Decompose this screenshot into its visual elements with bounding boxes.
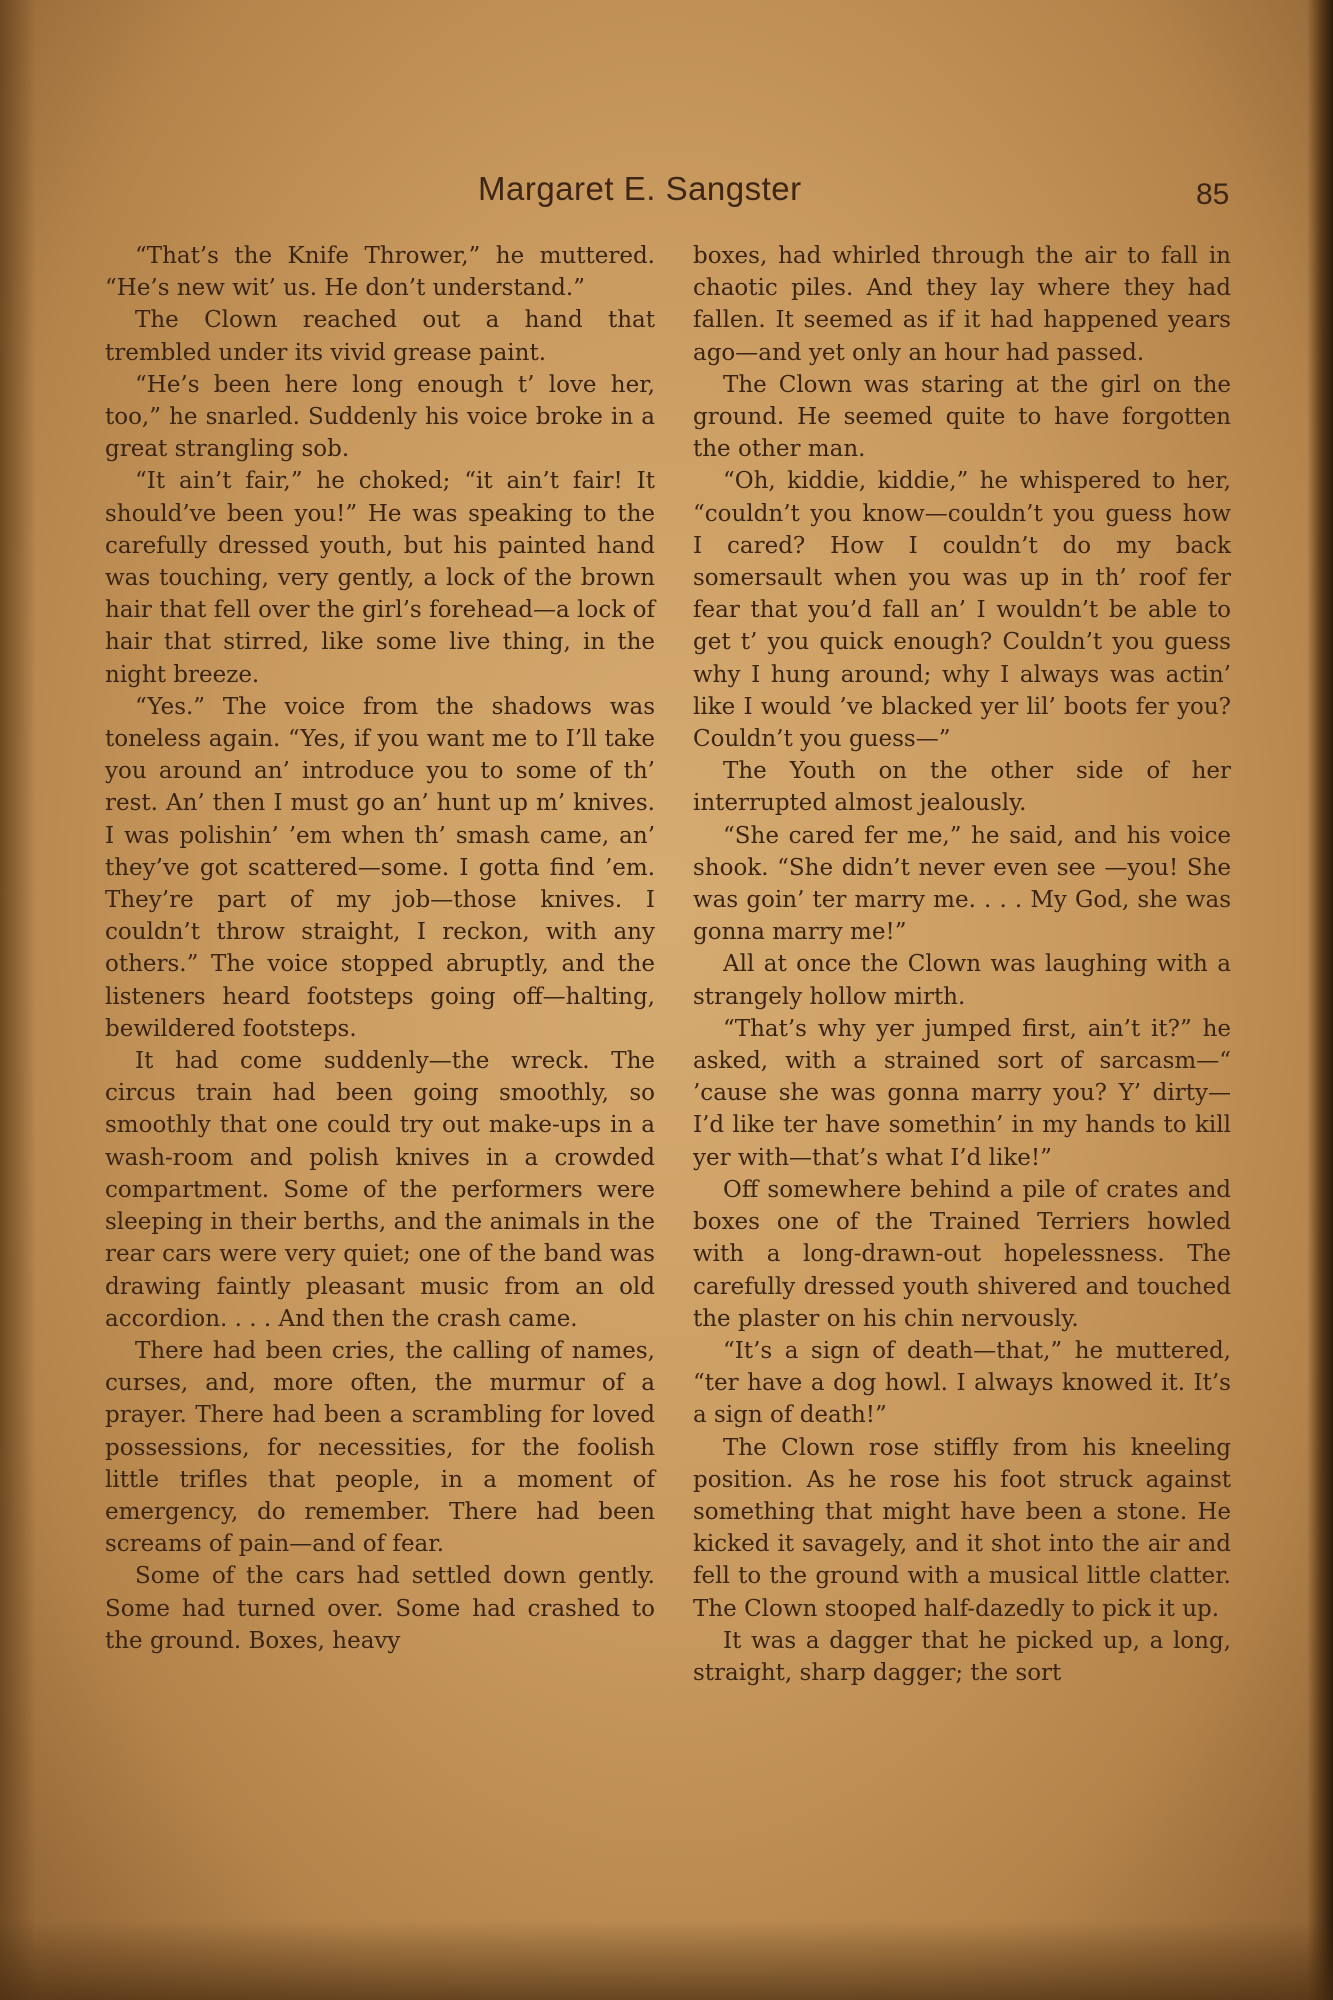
page-number: 85 (1196, 178, 1230, 211)
paragraph: Some of the cars had settled down gently. Some had turned over. Some had crashed to the ground. Boxes, heavy (105, 1563, 655, 1654)
running-header (0, 170, 1333, 220)
right-column (693, 240, 1231, 1689)
paragraph: “That’s the Knife Thrower,” he muttered. “He’s new wit’ us. He don’t understand.” (105, 243, 655, 302)
paragraph: All at once the Clown was laughing with a strangely hollow mirth. (693, 951, 1231, 1010)
left-column (105, 240, 655, 1657)
paragraph-continued: boxes, had whirled through the air to fall in chaotic piles. And they lay where they had fallen. It seemed as if it had happened years ago—and yet only an hour had passed. (693, 243, 1231, 366)
page-shadow-left (0, 0, 36, 2000)
paragraph: The Clown reached out a hand that trembled under its vivid grease paint. (105, 307, 655, 366)
paragraph: “It’s a sign of death—that,” he muttered, “ter have a dog howl. I always knowed it. It’s a sign of death!” (693, 1337, 1231, 1429)
paragraph: The Clown rose stiffly from his kneeling position. As he rose his foot struck against something that might have been a stone. He kicked it savagely, and it shot into the air and fell to the ground with a musical little clatter. The Clown stooped half-dazedly to pick it up. (693, 1434, 1231, 1622)
paragraph: “He’s been here long enough t’ love her, too,” he snarled. Suddenly his voice broke in a great strangling sob. (105, 371, 655, 463)
paragraph: It was a dagger that he picked up, a long, straight, sharp dagger; the sort (693, 1627, 1231, 1686)
paragraph: “Yes.” The voice from the shadows was toneless again. “Yes, if you want me to I’ll take you around an’ introduce you to some of th’ rest. An’ then I must go an’ hunt up m’ knives. I was polishin’ ’em when th’ smash came, an’ they’ve got scattered—some. I gotta find ’em. They’re part of my job—those knives. I couldn’t throw straight, I reckon, with any others.” The voice stopped abruptly, and the listeners heard footsteps going off—halting, bewildered footsteps. (105, 693, 655, 1042)
paragraph: “That’s why yer jumped first, ain’t it?” he asked, with a strained sort of sarcasm—“ ’cause she was gonna marry you? Y’ dirty— I’d like ter have somethin’ in my hands to kill yer with—that’s what I’d like!” (693, 1015, 1231, 1171)
paragraph: “It ain’t fair,” he choked; “it ain’t fair! It should’ve been you!” He was speaking to the carefully dressed youth, but his painted hand was touching, very gently, a lock of the brown hair that fell over the girl’s forehead—a lock of hair that stirred, like some live thing, in the night breeze. (105, 468, 655, 688)
paragraph: The Youth on the other side of her interrupted almost jealously. (693, 758, 1231, 817)
page-shadow-bottom (0, 1920, 1333, 2000)
paragraph: “Oh, kiddie, kiddie,” he whispered to her, “couldn’t you know—couldn’t you guess how I cared? How I couldn’t do my back somersault when you was up in th’ roof fer fear that you’d fall an’ I wouldn’t be able to get t’ you quick enough? Couldn’t you guess why I hung around; why I always was actin’ like I would ’ve blacked yer lil’ boots fer you? Couldn’t you guess—” (693, 468, 1231, 753)
paragraph: Off somewhere behind a pile of crates and boxes one of the Trained Terriers howled with a long-drawn-out hopelessness. The carefully dressed youth shivered and touched the plaster on his chin nervously. (693, 1176, 1231, 1332)
paragraph: There had been cries, the calling of names, curses, and, more often, the murmur of a prayer. There had been a scrambling for loved possessions, for necessities, for the foolish little trifles that people, in a moment of emergency, do remember. There had been screams of pain—and of fear. (105, 1337, 655, 1558)
paragraph: It had come suddenly—the wreck. The circus train had been going smoothly, so smoothly that one could try out make-ups in a wash-room and polish knives in a crowded compartment. Some of the performers were sleeping in their berths, and the animals in the rear cars were very quiet; one of the band was drawing faintly pleasant music from an old accordion. . . . And then the crash came. (105, 1048, 655, 1332)
author-name: Margaret E. Sangster (478, 170, 802, 207)
page-shadow-right (1307, 0, 1333, 2000)
paragraph: “She cared fer me,” he said, and his voice shook. “She didn’t never even see —you! She was goin’ ter marry me. . . . My God, she was gonna marry me!” (693, 822, 1231, 946)
paragraph: The Clown was staring at the girl on the ground. He seemed quite to have forgotten the other man. (693, 371, 1231, 463)
